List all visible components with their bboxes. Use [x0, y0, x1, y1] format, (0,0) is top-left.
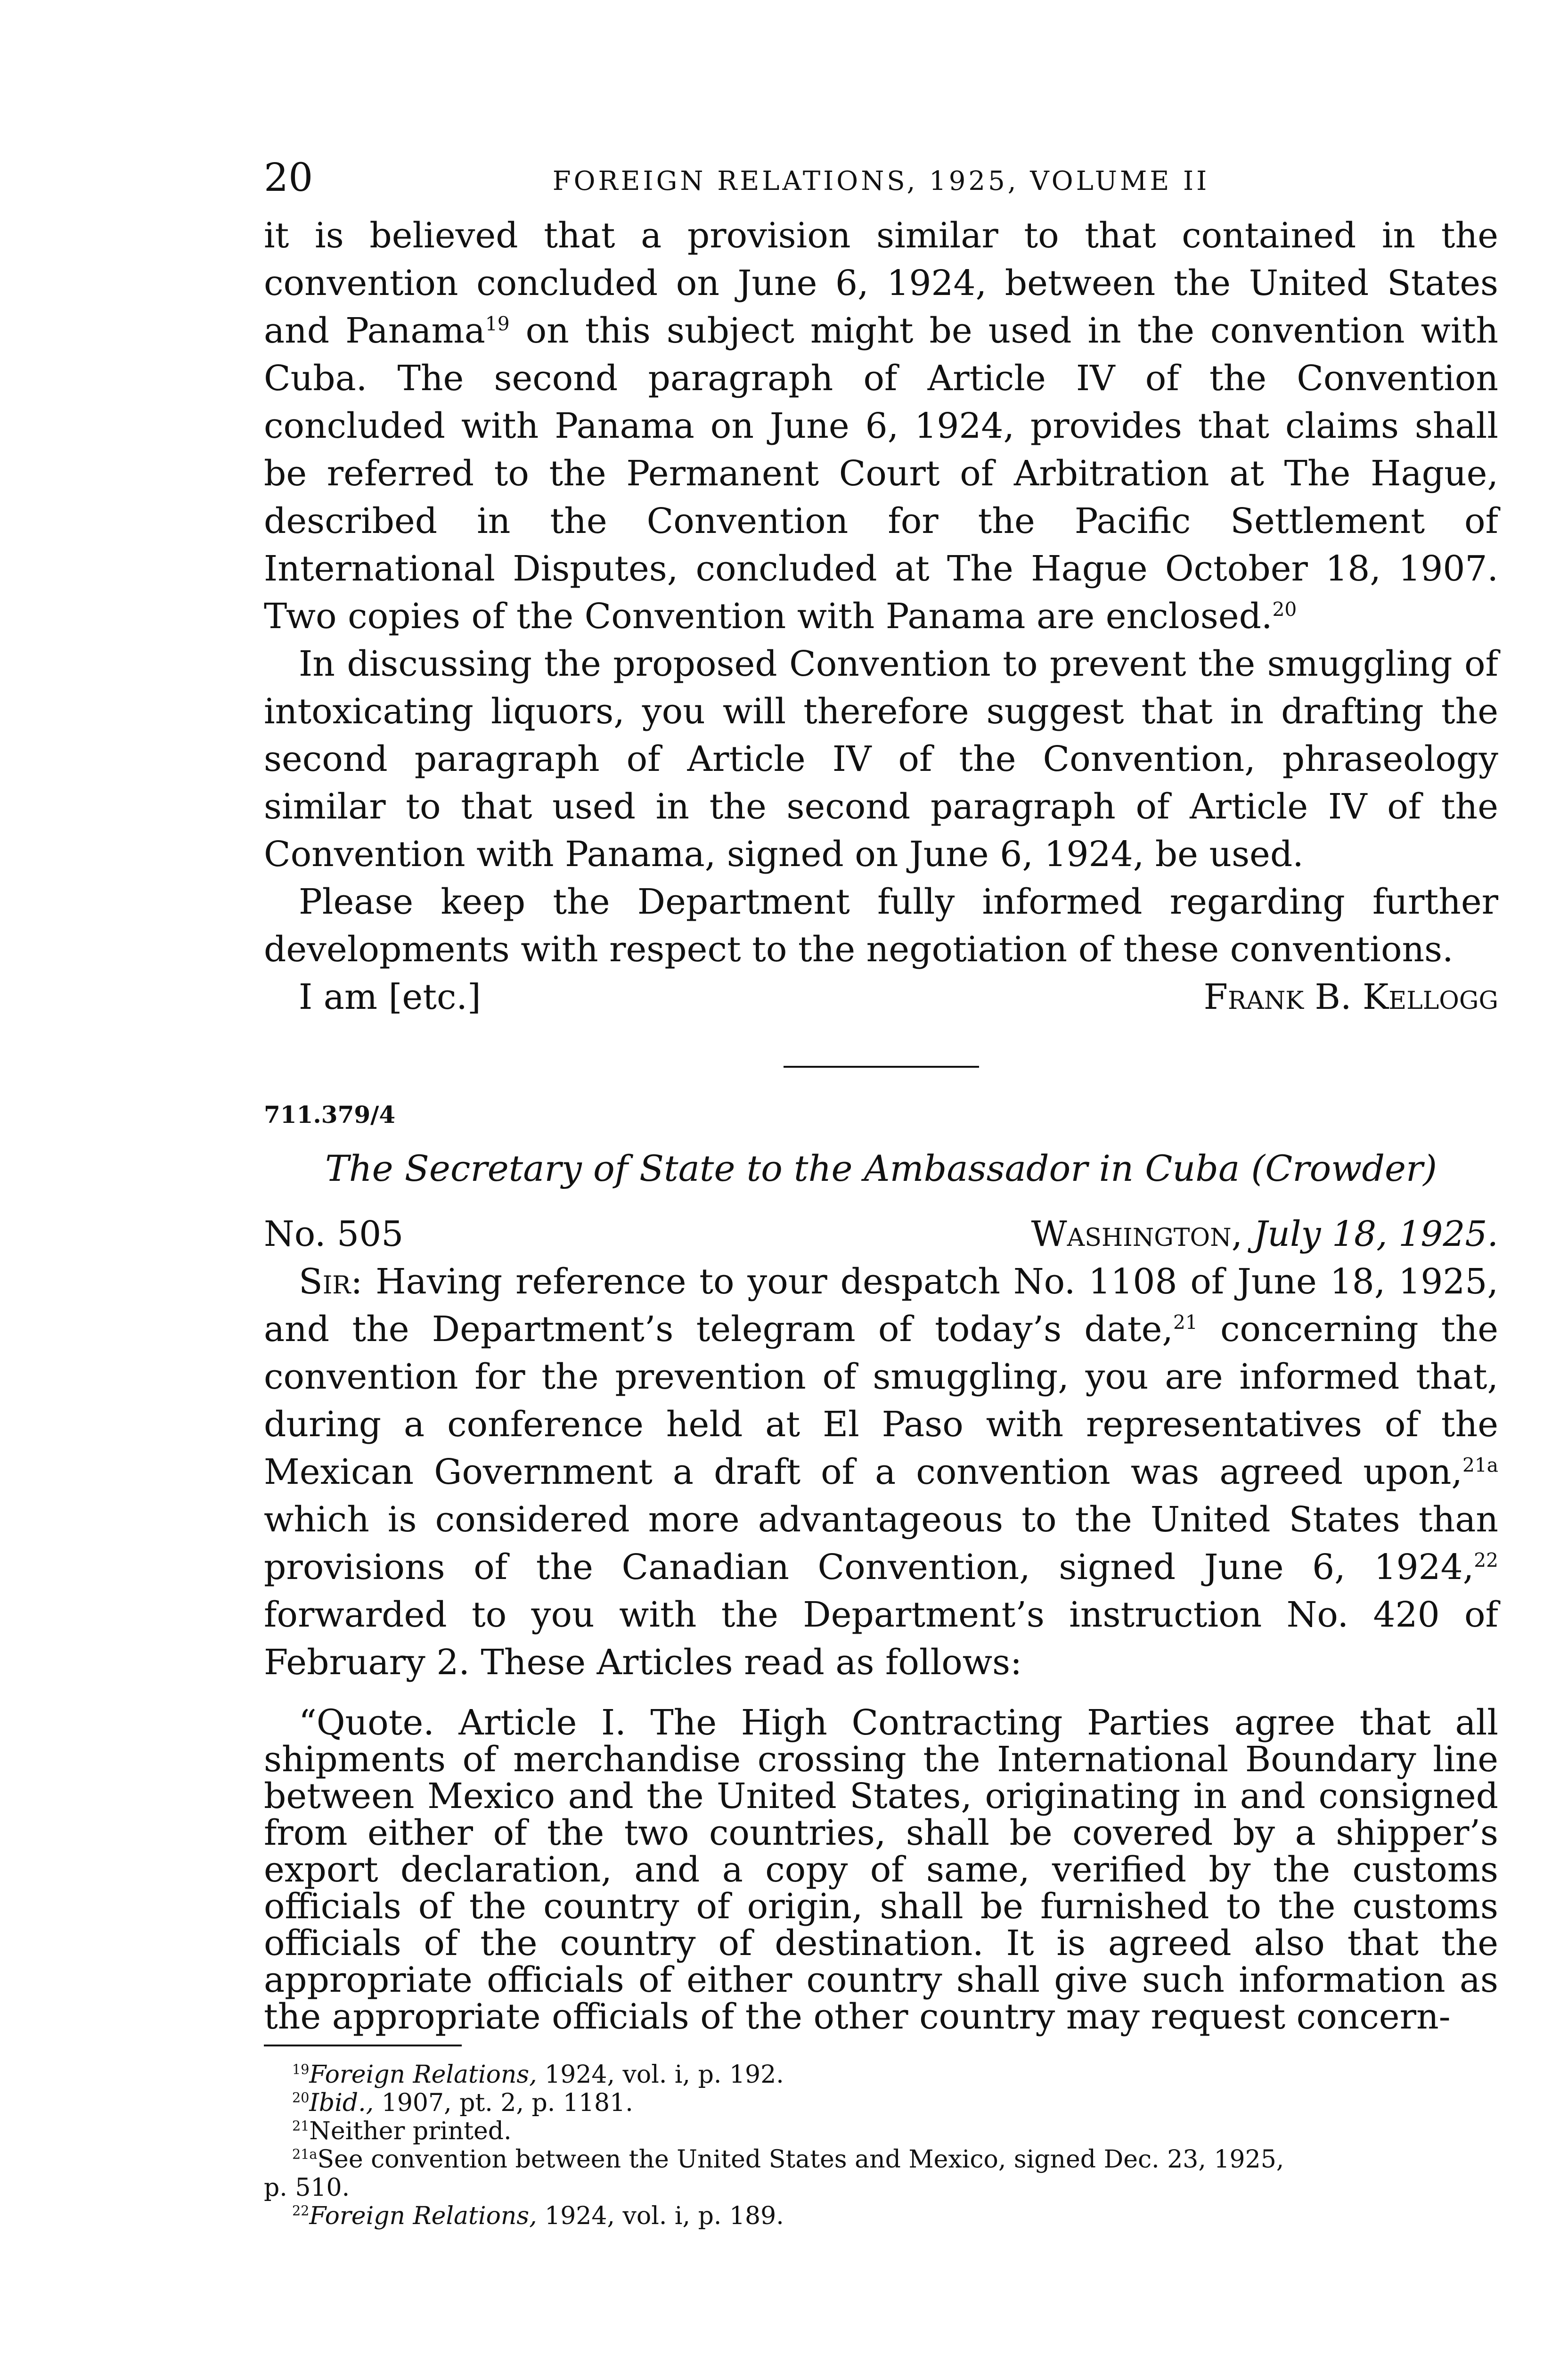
footnote-20: $^{20}$Ibid., 1907, pt. 2, p. 1181.	[292, 2089, 633, 2117]
footnote-ref-19: 19	[485, 312, 510, 335]
letter1-closing-line	[264, 973, 1498, 1021]
quoted-article: “Quote. Article I. The High Contracting Parties agree that all shipments of merchandise crossing the International Boundary line between Mexico and the United States, originating in and consigned from either of the two countries, shall be covered by a shipper’s export declaration, and a copy of same, verified by the customs officials of the country of origin, shall be furnished to the customs officials of the country of destination. It is agreed also that the appropriate officials of either country shall give such information as the appropriate officials of the other country may request concern-	[264, 1702, 1498, 2037]
letter1-paragraph-1: it is believed that a provision similar to that contained in the convention concluded on June 6, 1924, between the United States and Panama$^{19}$ on this subject might be used in the convention with Cuba. The second paragraph of Article IV of the Convention concluded with Panama on June 6, 1924, provides that claims shall be referred to the Permanent Court of Arbitration at The Hague, described in the Convention for the Pacific Settlement of International Disputes, concluded at The Hague October 18, 1907. Two copies of the Convention with Panama are enclosed.$^{20}$	[264, 215, 1498, 637]
running-head	[264, 155, 1498, 212]
section-divider	[784, 1066, 979, 1068]
footnote-ref-21a: 21a	[1462, 1454, 1498, 1477]
place: Washington,	[1031, 1214, 1243, 1254]
file-number: 711.379/4	[264, 1101, 396, 1129]
page-number: 20	[264, 155, 313, 200]
footnote-19: $^{19}$Foreign Relations, 1924, vol. i, p. 192.	[292, 2061, 784, 2089]
letter1-paragraph-3: Please keep the Department fully informed regarding further developments with respect to the negotiation of these conventions.	[264, 882, 1498, 970]
letter1-paragraph-2: In discussing the proposed Convention to prevent the smuggling of intoxicating liquors, you will therefore suggest that in drafting the second paragraph of Article IV of the Convention, phraseology similar to that used in the second paragraph of Article IV of the Convention with Panama, signed on June 6, 1924, be used.	[264, 644, 1498, 875]
running-title: FOREIGN RELATIONS, 1925, VOLUME II	[552, 166, 1210, 196]
letter2-paragraph-1: Sir: Having reference to your despatch No. 1108 of June 18, 1925, and the Department’s telegram of today’s date,$^{21}$ concerning the convention for the prevention of smuggling, you are informed that, during a conference held at El Paso with representatives of the Mexican Government a draft of a convention was agreed upon,$^{21a}$ which is considered more advantageous to the United States than provisions of the Canadian Convention, signed June 6, 1924,22 forwarded to you with the Department’s instruction No. 420 of February 2. These Articles read as follows:	[264, 1261, 1499, 1683]
footnote-22: $^{22}$Foreign Relations, 1924, vol. i, p. 189.	[292, 2202, 784, 2230]
closing: I am [etc.]	[299, 977, 481, 1017]
footnote-21a: $^{21a}$See convention between the United States and Mexico, signed Dec. 23, 1925,	[292, 2145, 1284, 2174]
footnote-21a-continued: p. 510.	[264, 2174, 350, 2202]
document-number: No. 505	[264, 1214, 404, 1254]
footnote-21: $^{21}$Neither printed.	[292, 2117, 512, 2145]
footnote-ref-20: 20	[1272, 598, 1297, 621]
signature: Frank B. Kellogg	[1203, 977, 1498, 1017]
salutation: Sir:	[299, 1261, 363, 1302]
footnote-divider	[264, 2045, 462, 2046]
footnote-ref-22: 22	[1474, 1549, 1498, 1572]
number-date-line	[264, 1211, 1498, 1258]
footnotes	[264, 2061, 1498, 2230]
footnote-ref-21: 21	[1173, 1311, 1198, 1334]
page	[264, 155, 1498, 2230]
date: July 18, 1925.	[1253, 1214, 1498, 1254]
place-date	[1031, 1211, 1498, 1258]
document-heading: The Secretary of State to the Ambassador in Cuba (Crowder)	[325, 1147, 1437, 1189]
